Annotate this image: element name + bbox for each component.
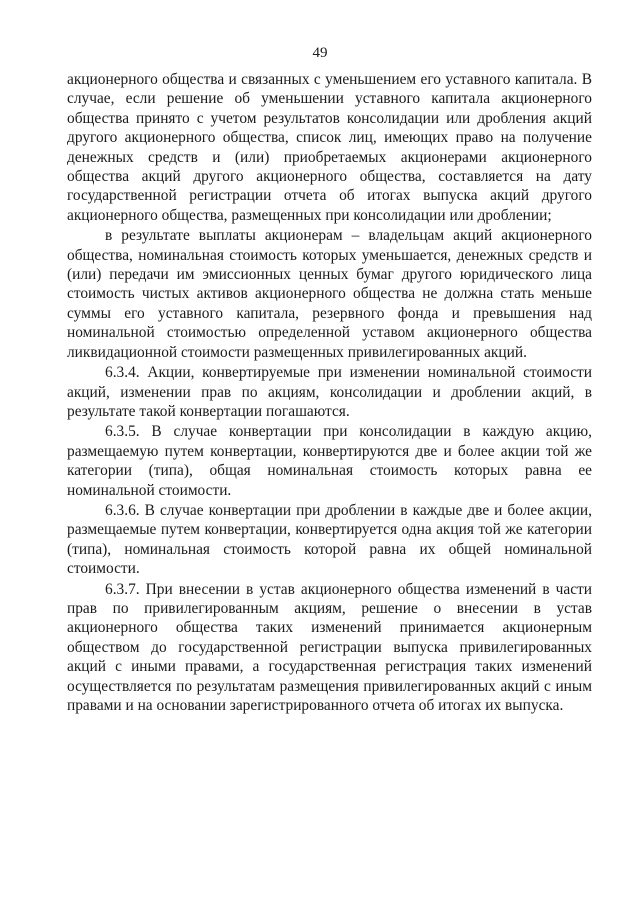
- body-text: [67, 70, 592, 716]
- paragraph-6-3-4: 6.3.4. Акции, конвертируемые при изменении номинальной стоимости акций, изменении прав по акциям, консолидации и дроблении акций, в результате такой конвертации погашаются.: [67, 364, 592, 420]
- paragraph-6-3-5: 6.3.5. В случае конвертации при консолидации в каждую акцию, размещаемую путем конвертации, конвертируются две и более акции той же категории (типа), общая номинальная стоимость которых равна ее номинальной стоимости.: [67, 423, 592, 499]
- paragraph-6-3-7: 6.3.7. При внесении в устав акционерного общества изменений в части прав по привилегированным акциям, решение о внесении в устав акционерного общества таких изменений принимается акционерным обществом до государственной регистрации выпуска привилегированных акций с иными правами, а государственная регистрация таких изменений осуществляется по результатам размещения привилегированных акций с иным правами и на основании зарегистрированного отчета об итогах их выпуска.: [67, 580, 592, 714]
- paragraph-continuation: акционерного общества и связанных с уменьшением его уставного капитала. В случае, если решение об уменьшении уставного капитала акционерного общества принято с учетом результатов консолидации или дробления акций другого акционерного общества, список лиц, имеющих право на получение денежных средств и (или) приобретаемых акционерами акционерного общества акций другого акционерного общества, составляется на дату государственной регистрации отчета об итогах выпуска акций другого акционерного общества, размещенных при консолидации или дроблении;: [67, 71, 592, 224]
- page-number: 49: [312, 45, 328, 61]
- paragraph-6-3-6: 6.3.6. В случае конвертации при дроблении в каждые две и более акции, размещаемые путем конвертации, конвертируется одна акция той же категории (типа), номинальная стоимость которой равна их общей номинальной стоимости.: [67, 501, 592, 578]
- paragraph-payment-clause: в результате выплаты акционерам – владельцам акций акционерного общества, номинальная стоимость которых уменьшается, денежных средств и (или) передачи им эмиссионных ценных бумаг другого юридического лица стоимость чистых активов акционерного общества не должна стать меньше суммы его уставного капитала, резервного фонда и превышения над номинальной стоимостью определенной уставом акционерного общества ликвидационной стоимости размещенных привилегированных акций.: [67, 227, 592, 361]
